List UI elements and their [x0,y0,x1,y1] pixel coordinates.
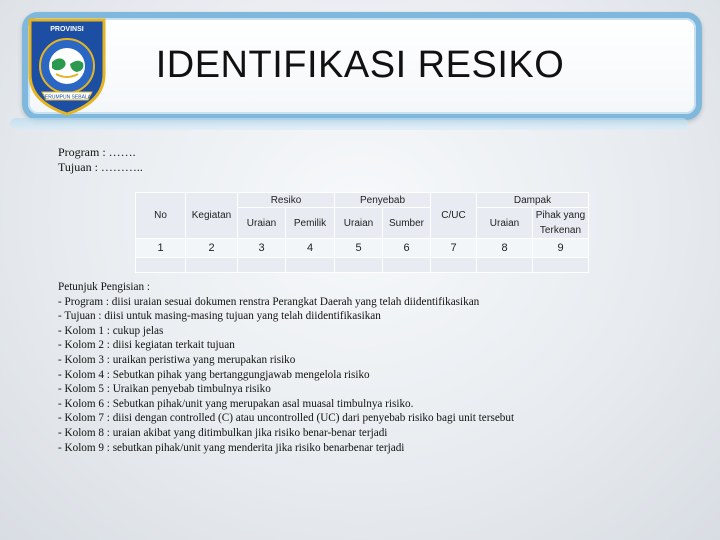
empty-cell [431,258,477,273]
instruction-line: - Kolom 5 : Uraikan penyebab timbulnya risiko [58,383,271,396]
instruction-line: - Kolom 3 : uraikan peristiwa yang merupakan risiko [58,353,296,366]
column-number: 1 [136,239,186,258]
instruction-line: - Program : diisi uraian sesuai dokumen renstra Perangkat Daerah yang telah diidentifikasikan [58,295,480,308]
column-number: 7 [431,239,477,258]
filling-instructions [58,280,514,455]
group-dampak-header: Dampak [477,193,589,208]
program-line: Program : ……. [58,145,136,159]
column-number: 8 [477,239,533,258]
table-empty-row [136,258,589,273]
instruction-line: - Kolom 6 : Sebutkan pihak/unit yang merupakan asal muasal timbulnya risiko. [58,397,414,410]
instruction-line: - Tujuan : diisi untuk masing-masing tujuan yang telah diidentifikasikan [58,310,381,323]
column-number: 9 [533,239,589,258]
col-pemilik-header: Pemilik [286,208,335,239]
empty-cell [238,258,286,273]
tujuan-line: Tujuan : ……….. [58,160,143,174]
column-number: 2 [186,239,238,258]
table-header-row-groups [136,193,589,208]
instruction-line: - Kolom 1 : cukup jelas [58,324,164,337]
col-kegiatan-header: Kegiatan [186,193,238,239]
group-resiko-header: Resiko [238,193,335,208]
column-number: 4 [286,239,335,258]
col-sumber-header: Sumber [383,208,431,239]
instruction-line: - Kolom 8 : uraian akibat yang ditimbulkan jika risiko benar-benar terjadi [58,426,388,439]
column-number: 5 [335,239,383,258]
logo-top-text: PROVINSI [50,26,84,33]
col-cuc-header: C/UC [431,193,477,239]
empty-cell [286,258,335,273]
empty-cell [533,258,589,273]
instructions-heading: Petunjuk Pengisian : [58,281,150,293]
col-uraian-dampak-header: Uraian [477,208,533,239]
col-uraian-penyebab-header: Uraian [335,208,383,239]
instruction-line: - Kolom 9 : sebutkan pihak/unit yang menderita jika risiko benarbenar terjadi [58,441,405,454]
instruction-line: - Kolom 7 : diisi dengan controlled (C) atau uncontrolled (UC) dari penyebab risiko bagi unit tersebut [58,412,515,425]
empty-cell [383,258,431,273]
group-penyebab-header: Penyebab [335,193,431,208]
empty-cell [186,258,238,273]
province-emblem-logo [26,16,108,116]
empty-cell [477,258,533,273]
page-title: IDENTIFIKASI RESIKO [155,44,565,86]
table-column-number-row [136,239,589,258]
instruction-line: - Kolom 2 : diisi kegiatan terkait tujuan [58,339,235,352]
logo-banner-text: SERUMPUN SEBALAI [41,94,93,101]
empty-cell [335,258,383,273]
meta-block [58,145,143,175]
instruction-line: - Kolom 4 : Sebutkan pihak yang bertanggungjawab mengelola risiko [58,368,370,381]
col-no-header: No [136,193,186,239]
empty-cell [136,258,186,273]
column-number: 6 [383,239,431,258]
column-number: 3 [238,239,286,258]
col-pihak-terkena-header: Pihak yang Terkenan [533,208,589,239]
col-uraian-resiko-header: Uraian [238,208,286,239]
risk-identification-table [135,192,589,273]
